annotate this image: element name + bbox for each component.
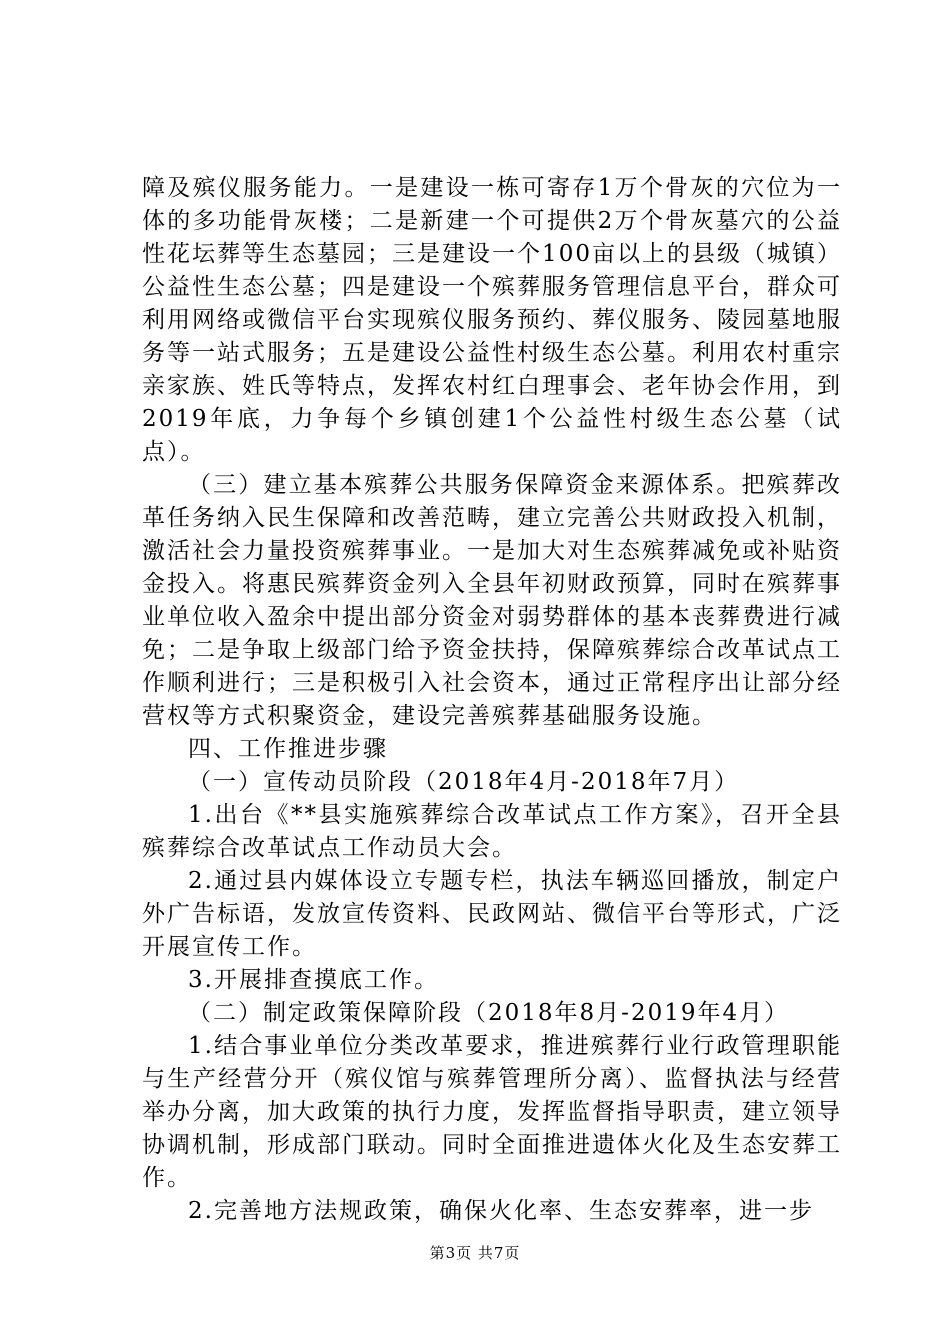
list-item-2: 2.通过县内媒体设立专题专栏，执法车辆巡回播放，制定户外广告标语，发放宣传资料、民政网站、微信平台等形式，广泛开展宣传工作。 [142, 868, 842, 960]
subheading-policy-stage: （二）制定政策保障阶段（2018年8月-2019年4月） [188, 1000, 790, 1026]
heading-work-steps: 四、工作推进步骤 [188, 736, 388, 762]
document-body [142, 172, 842, 1228]
paragraph-continued: 障及殡仪服务能力。一是建设一栋可寄存1万个骨灰的穴位为一体的多功能骨灰楼；二是新建一个可提供2万个骨灰墓穴的公益性花坛葬等生态墓园；三是建设一个100亩以上的县级（城镇）公益性生态公墓；四是建设一个殡葬服务管理信息平台，群众可利用网络或微信平台实现殡仪服务预约、葬仪服务、陵园墓地服务等一站式服务；五是建设公益性村级生态公墓。利用农村重宗亲家族、姓氏等特点，发挥农村红白理事会、老年协会作用，到2019年底，力争每个乡镇创建1个公益性村级生态公墓（试点）。 [142, 175, 842, 465]
subheading-publicity-stage: （一）宣传动员阶段（2018年4月-2018年7月） [188, 769, 740, 795]
list-item-policy-2: 2.完善地方法规政策，确保火化率、生态安葬率，进一步 [188, 1198, 814, 1224]
list-item-3: 3.开展排查摸底工作。 [188, 967, 439, 993]
list-item-policy-1: 1.结合事业单位分类改革要求，推进殡葬行业行政管理职能与生产经营分开（殡仪馆与殡葬管理所分离）、监督执法与经营举办分离，加大政策的执行力度，发挥监督指导职责，建立领导协调机制，形成部门联动。同时全面推进遗体火化及生态安葬工作。 [142, 1033, 842, 1191]
page-footer: 第3页 共7页 [429, 1244, 521, 1262]
paragraph-section-three: （三）建立基本殡葬公共服务保障资金来源体系。把殡葬改革任务纳入民生保障和改善范畴，建立完善公共财政投入机制，激活社会力量投资殡葬事业。一是加大对生态殡葬减免或补贴资金投入。将惠民殡葬资金列入全县年初财政预算，同时在殡葬事业单位收入盈余中提出部分资金对弱势群体的基本丧葬费进行减免；二是争取上级部门给予资金扶持，保障殡葬综合改革试点工作顺利进行；三是积极引入社会资本，通过正常程序出让部分经营权等方式积聚资金，建设完善殡葬基础服务设施。 [142, 472, 842, 729]
list-item-1: 1.出台《**县实施殡葬综合改革试点工作方案》，召开全县殡葬综合改革试点工作动员大会。 [142, 802, 842, 861]
